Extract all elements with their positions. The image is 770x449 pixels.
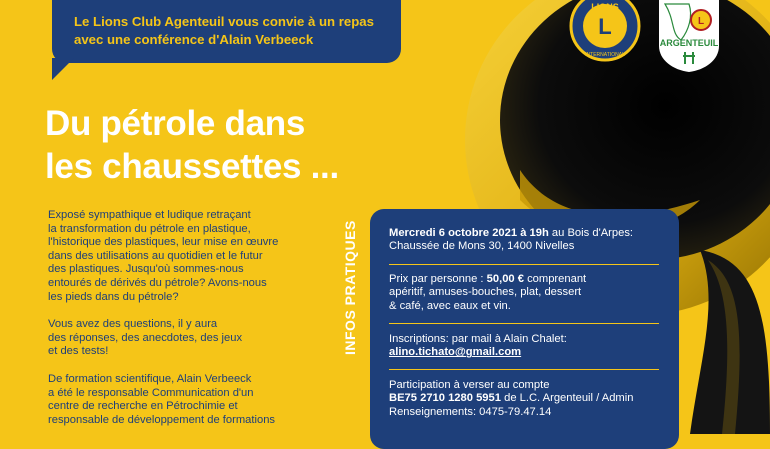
info-price-value: 50,00 € xyxy=(486,273,524,285)
header-invite-text: Le Lions Club Agenteuil vous convie à un repas avec une conférence d'Alain Verbeeck xyxy=(74,14,374,47)
description xyxy=(48,209,348,441)
info-box xyxy=(370,209,679,449)
page-title xyxy=(45,102,339,188)
info-divider xyxy=(389,264,659,265)
title-line-2: les chaussettes ... xyxy=(45,147,339,186)
description-paragraph-2: Vous avez des questions, il y aura des réponses, des anecdotes, des jeux et des tests! xyxy=(48,318,243,358)
info-payment-rest: de L.C. Argenteuil / Admin xyxy=(500,392,634,405)
info-divider xyxy=(389,369,659,370)
info-address: Chaussée de Mons 30, 1400 Nivelles xyxy=(389,240,575,253)
info-date: Mercredi 6 octobre 2021 à 19h xyxy=(389,227,549,239)
lions-logo-bottom-text: INTERNATIONAL xyxy=(585,52,625,58)
svg-text:L: L xyxy=(697,16,705,27)
description-paragraph-1: Exposé sympathique et ludique retraçant la transformation du pétrole en plastique, l'historique des plastiques, leur mise en œuvre dans des utilisations au quotidien et le futur des plastiques. Jusqu'où sommes-nous entourés de dérivés du pétrole? Avons-nous les pieds dans du pétrole? xyxy=(48,209,279,303)
info-inscription-block xyxy=(389,333,664,360)
info-price-line-3: & café, avec eaux et vin. xyxy=(389,299,511,312)
info-inscription-label: Inscriptions: par mail à Alain Chalet: xyxy=(389,333,567,345)
info-account-number: BE75 2710 1280 5951 xyxy=(389,392,501,405)
info-payment-label: Participation à verser au compte xyxy=(389,379,550,391)
argenteuil-logo-label: ARGENTEUIL xyxy=(659,38,719,48)
info-divider xyxy=(389,323,659,324)
info-contact: Renseignements: 0475-79.47.14 xyxy=(389,405,552,418)
header-bubble-tail xyxy=(52,58,74,80)
lions-logo-top-text: LIONS xyxy=(591,2,619,12)
title-line-1: Du pétrole dans xyxy=(45,104,305,143)
info-email-link[interactable]: alino.tichato@gmail.com xyxy=(389,346,522,359)
info-payment-block xyxy=(389,379,664,419)
info-price-label: Prix par personne : xyxy=(389,273,487,285)
info-price-line-2: apéritif, amuses-bouches, plat, dessert xyxy=(389,286,582,299)
info-date-block xyxy=(389,227,664,254)
description-paragraph-3: De formation scientifique, Alain Verbeeck a été le responsable Communication d'un centre de recherche en Pétrochimie et responsable de développement de formations xyxy=(48,372,276,426)
info-venue: au Bois d'Arpes: xyxy=(548,227,634,239)
lions-logo xyxy=(569,0,641,62)
info-price-rest: comprenant xyxy=(523,273,587,285)
infos-pratiques-label: INFOS PRATIQUES xyxy=(342,220,358,355)
info-price-block xyxy=(389,273,664,313)
argenteuil-club-logo xyxy=(655,0,723,72)
lions-logo-letter: L xyxy=(598,14,612,39)
